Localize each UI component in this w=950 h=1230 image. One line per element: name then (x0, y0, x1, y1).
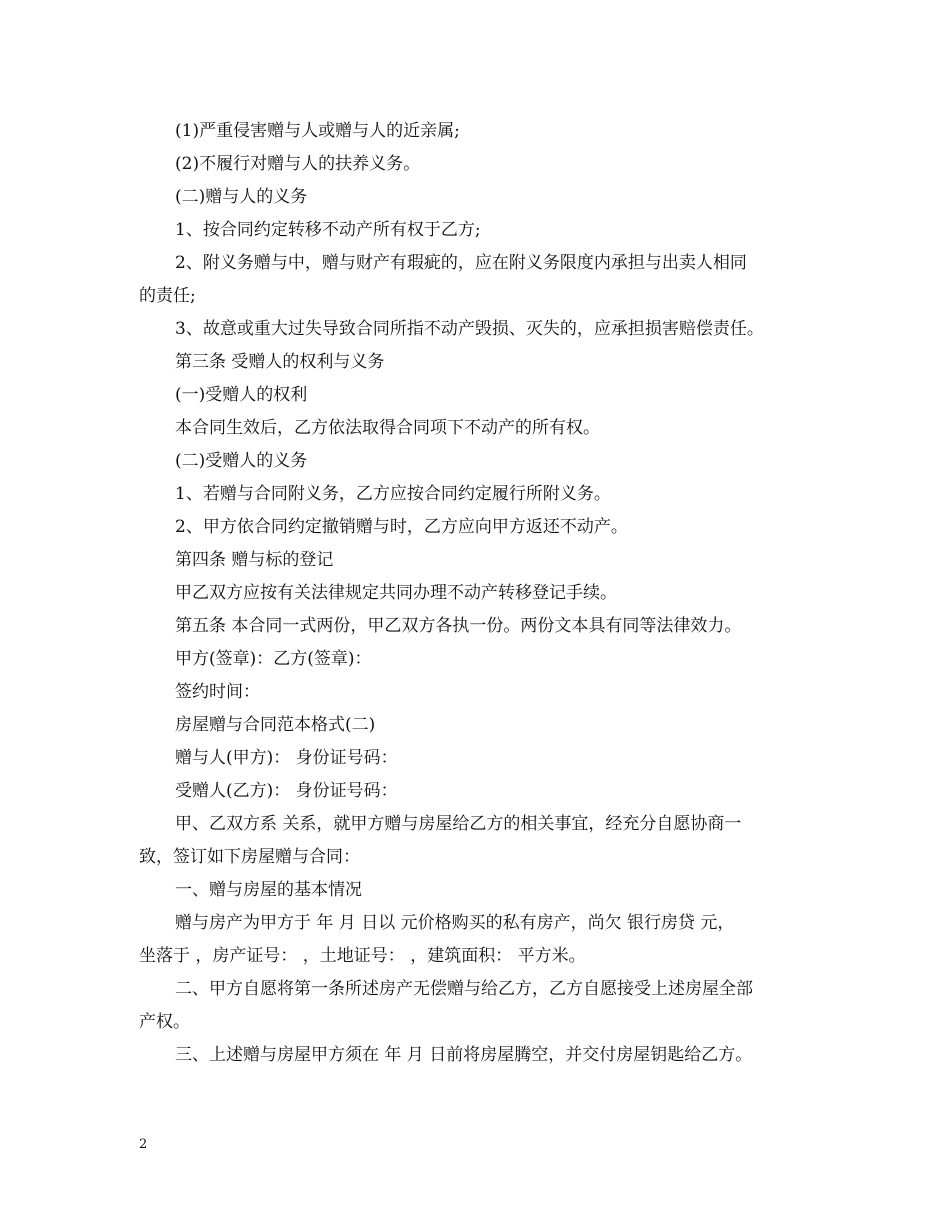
section-heading: (二)受赠人的义务 (175, 451, 308, 471)
text-line: 二、甲方自愿将第一条所述房产无偿赠与给乙方，乙方自愿接受上述房屋全部 (175, 979, 753, 999)
text-line: 甲、乙双方系 关系，就甲方赠与房屋给乙方的相关事宜，经充分自愿协商一 (175, 814, 742, 834)
document-body (139, 115, 819, 1072)
article-heading: 第五条 本合同一式两份，甲乙双方各执一份。两份文本具有同等法律效力。 (175, 616, 742, 636)
text-line: 的责任; (139, 286, 196, 306)
text-line: 3、故意或重大过失导致合同所指不动产毁损、灭失的，应承担损害赔偿责任。 (175, 319, 764, 339)
text-line: 本合同生效后，乙方依法取得合同项下不动产的所有权。 (175, 418, 600, 438)
text-line: 甲乙双方应按有关法律规定共同办理不动产转移登记手续。 (175, 583, 617, 603)
text-line: 致，签订如下房屋赠与合同： (139, 847, 360, 867)
section-heading: (二)赠与人的义务 (175, 187, 308, 207)
signing-date-line: 签约时间： (175, 682, 260, 702)
document-title: 房屋赠与合同范本格式(二) (175, 715, 376, 735)
text-line: (1)严重侵害赠与人或赠与人的近亲属; (175, 121, 460, 141)
section-heading: (一)受赠人的权利 (175, 385, 308, 405)
donor-line: 赠与人(甲方)： 身份证号码： (175, 748, 398, 768)
section-heading: 一、赠与房屋的基本情况 (175, 880, 362, 900)
text-line: 2、甲方依合同约定撤销赠与时，乙方应向甲方返还不动产。 (175, 517, 628, 537)
text-line: 产权。 (139, 1012, 190, 1032)
text-line: 1、若赠与合同附义务，乙方应按合同约定履行所附义务。 (175, 484, 611, 504)
article-heading: 第四条 赠与标的登记 (175, 550, 334, 570)
text-line: 三、上述赠与房屋甲方须在 年 月 日前将房屋腾空，并交付房屋钥匙给乙方。 (175, 1045, 753, 1065)
text-line: 坐落于 ，房产证号： ，土地证号： ，建筑面积： 平方米。 (139, 946, 586, 966)
text-line: 2、附义务赠与中，赠与财产有瑕疵的，应在附义务限度内承担与出卖人相同 (175, 253, 747, 273)
text-line: (2)不履行对赠与人的扶养义务。 (175, 154, 421, 174)
text-line: 赠与房产为甲方于 年 月 日以 元价格购买的私有房产，尚欠 银行房贷 元， (175, 913, 735, 933)
article-heading: 第三条 受赠人的权利与义务 (175, 352, 385, 372)
text-line: 1、按合同约定转移不动产所有权于乙方; (175, 220, 481, 240)
signature-line: 甲方(签章)：乙方(签章)： (175, 649, 372, 669)
donee-line: 受赠人(乙方)： 身份证号码： (175, 781, 398, 801)
page-number: 2 (139, 1137, 148, 1152)
